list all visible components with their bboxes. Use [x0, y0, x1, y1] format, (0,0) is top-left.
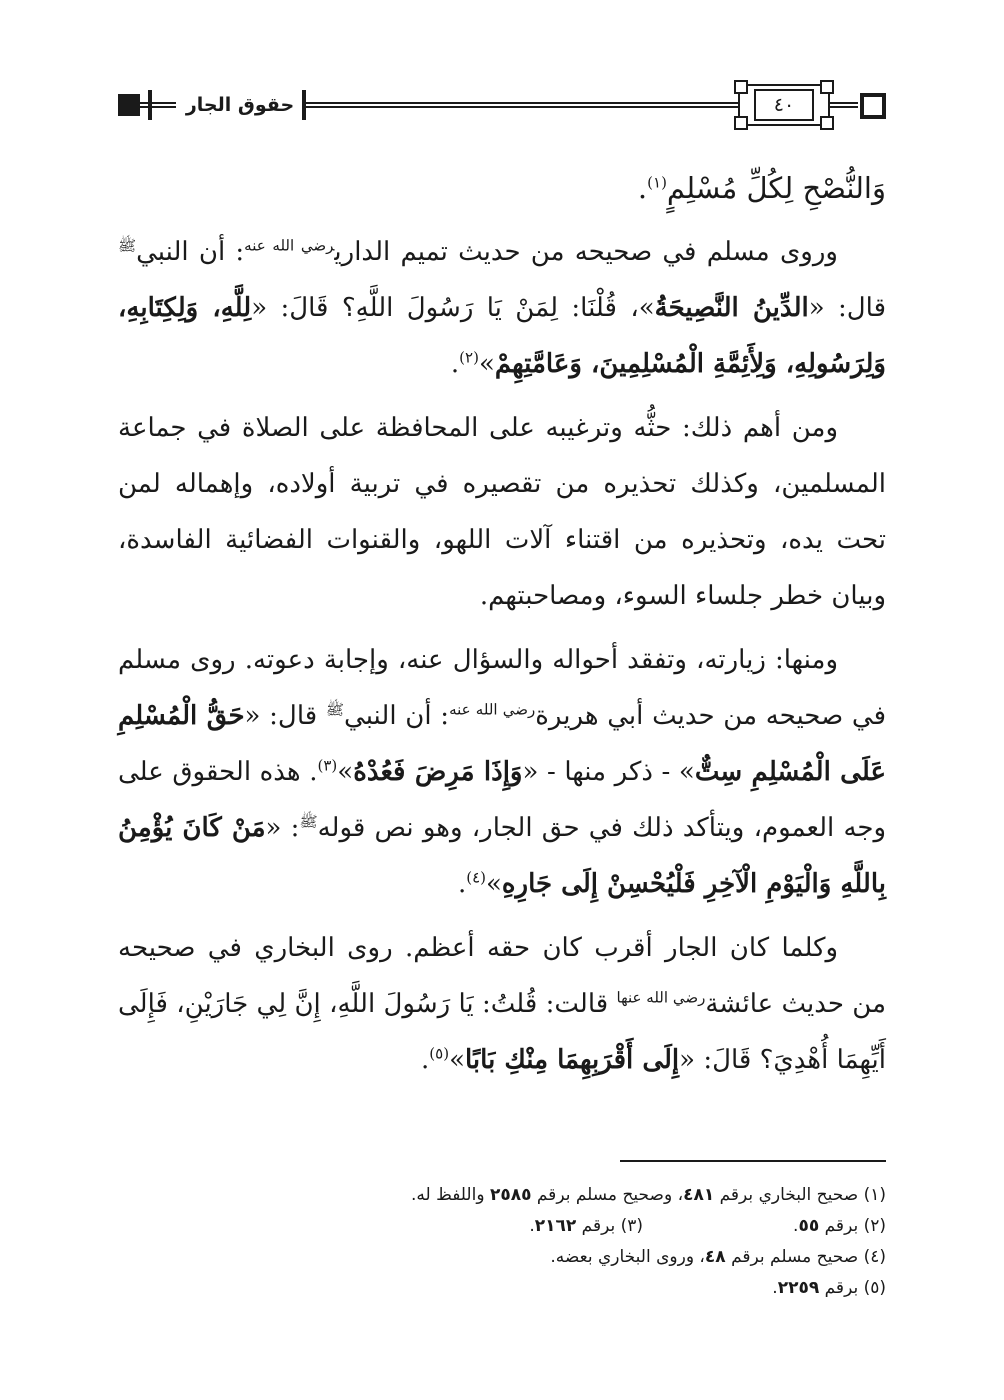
footnote-separator — [620, 1160, 886, 1162]
hadith-quote: وَإِذَا مَرِضَ فَعُدْهُ — [353, 757, 523, 787]
footnote-2-3-row — [118, 1211, 886, 1242]
text-run: . — [450, 349, 460, 379]
text-run: (٥) برقم — [819, 1278, 886, 1298]
page-number: ٤٠ — [754, 89, 814, 121]
text-run: (٣) برقم — [576, 1216, 644, 1236]
text-run: . — [457, 869, 467, 899]
text-run: ، وروى البخاري بعضه. — [550, 1247, 705, 1267]
text-run: قال: « — [244, 701, 326, 731]
paragraph-visiting-neighbor — [118, 632, 886, 912]
hadith-number: ٤٨ — [704, 1247, 726, 1267]
frame-corner-ornament — [734, 80, 748, 94]
text-run: وروى مسلم في صحيحه من حديث تميم الداري — [334, 237, 838, 267]
text-run: ومنها: زيارته، وتفقد أحواله والسؤال عنه، وإجابة دعوته. روى مسلم في صحيحه من حديث أبي هريرة — [118, 645, 886, 731]
text-run: . — [421, 1045, 430, 1075]
honorific-glyph: رضي الله عنه — [244, 236, 335, 255]
text-run: ، وصحيح مسلم برقم — [531, 1185, 684, 1205]
hadith-number: ٥٥ — [798, 1216, 820, 1236]
footnote-2 — [793, 1216, 886, 1236]
footnote-ref: (٤) — [466, 868, 486, 887]
frame-corner-ornament — [734, 116, 748, 130]
honorific-glyph: ﷺ — [118, 236, 137, 255]
footnote-4 — [118, 1242, 886, 1273]
honorific-glyph: ﷺ — [325, 700, 345, 719]
text-run: وَالنُّصْحِ لِكُلِّ مُسْلِمٍ — [666, 171, 886, 205]
main-text — [118, 160, 886, 1088]
hadith-quote: مَنْ كَانَ يُؤْمِنُ بِاللَّهِ وَالْيَوْمِ الْآخِرِ فَلْيُحْسِنْ إِلَى جَارِهِ — [118, 813, 886, 899]
footnote-ref: (٣) — [317, 756, 338, 775]
text-run: وكلما كان الجار أقرب كان حقه أعظم. روى البخاري في صحيحه من حديث عائشة — [118, 933, 886, 1019]
hadith-quote: لِلَّهِ، وَلِكِتَابِهِ، وَلِرَسُولِهِ، وَلِأَئِمَّةِ الْمُسْلِمِينَ، وَعَامَّتِهِمْ — [118, 293, 886, 379]
frame-corner-ornament — [820, 116, 834, 130]
header-line-left — [152, 102, 176, 108]
footnote-ref: (٥) — [429, 1044, 450, 1063]
header-ornament-right — [860, 93, 886, 119]
paragraph-continuation — [118, 160, 886, 216]
header-ornament-left — [118, 94, 140, 116]
text-run: : أن النبي — [344, 701, 450, 731]
text-run: ومن أهم ذلك: حثُّه وترغيبه على المحافظة على الصلاة في جماعة المسلمين، وكذلك تحذيره من تقصيره في تربية أولاده، وإهماله لمن تحت يده، وتحذيره من اقتناء آلات اللهو، والقنوات الفضائية الفاسدة، وبيان خطر جلساء السوء، ومصاحبتهم. — [118, 413, 886, 611]
text-run: . — [772, 1278, 778, 1298]
honorific-glyph: رضي الله عنها — [616, 988, 706, 1007]
text-run: » — [486, 869, 502, 899]
page-number-frame — [738, 84, 830, 126]
text-run: واللفظ له. — [410, 1185, 490, 1205]
hadith-number: ٤٨١ — [683, 1185, 715, 1205]
footnotes — [118, 1180, 886, 1304]
footnote-3 — [529, 1216, 643, 1236]
paragraph-prayer-advice — [118, 400, 886, 624]
footnote-5 — [118, 1273, 886, 1304]
text-run: قال: « — [808, 293, 886, 323]
hadith-quote: حَقُّ الْمُسْلِمِ عَلَى الْمُسْلِمِ سِتٌّ — [118, 701, 886, 787]
text-run: » — [478, 349, 495, 379]
text-run: (٤) صحيح مسلم برقم — [725, 1247, 886, 1267]
text-run: » — [337, 757, 354, 787]
text-run: (١) صحيح البخاري برقم — [714, 1185, 886, 1205]
text-run: » — [449, 1045, 465, 1075]
text-run: قالت: قُلتُ: يَا رَسُولَ اللَّهِ، إِنَّ لِي جَارَيْنِ، فَإِلَى أَيِّهِمَا أُهْدِيَ؟ قَالَ: « — [118, 989, 886, 1075]
paragraph-tamim-hadith — [118, 224, 886, 392]
footnote-ref: (٢) — [459, 348, 479, 367]
text-run: . هذه الحقوق على وجه العموم، ويتأكد ذلك في حق الجار، وهو نص قوله — [118, 757, 887, 843]
text-run: »، قُلْنَا: لِمَنْ يَا رَسُولَ اللَّهِ؟ قَالَ: « — [251, 293, 655, 323]
footnote-ref: (١) — [647, 173, 667, 192]
running-header — [118, 84, 886, 128]
header-line-center — [306, 102, 738, 108]
footnote-1 — [118, 1180, 886, 1211]
text-run: . — [529, 1216, 535, 1236]
text-run: . — [637, 171, 648, 205]
text-run: » - ذكر منها - « — [522, 757, 695, 787]
text-run: . — [793, 1216, 799, 1236]
text-run: (٢) برقم — [819, 1216, 886, 1236]
honorific-glyph: رضي الله عنه — [449, 700, 536, 719]
text-run: : أن النبي — [136, 237, 245, 267]
hadith-quote: الدِّينُ النَّصِيحَةُ — [654, 293, 809, 323]
hadith-quote: إِلَى أَقْرَبِهِمَا مِنْكِ بَابًا — [465, 1045, 680, 1075]
paragraph-nearest-neighbor — [118, 920, 886, 1088]
running-title: حقوق الجار — [185, 94, 295, 116]
hadith-number: ٢٥٨٥ — [489, 1185, 532, 1205]
header-line-left-stub — [140, 102, 148, 108]
frame-corner-ornament — [820, 80, 834, 94]
header-line-right — [830, 102, 858, 108]
hadith-number: ٢٢٥٩ — [777, 1278, 820, 1298]
hadith-number: ٢١٦٢ — [534, 1216, 577, 1236]
text-run: : « — [265, 813, 300, 843]
honorific-glyph: ﷺ — [299, 812, 318, 831]
